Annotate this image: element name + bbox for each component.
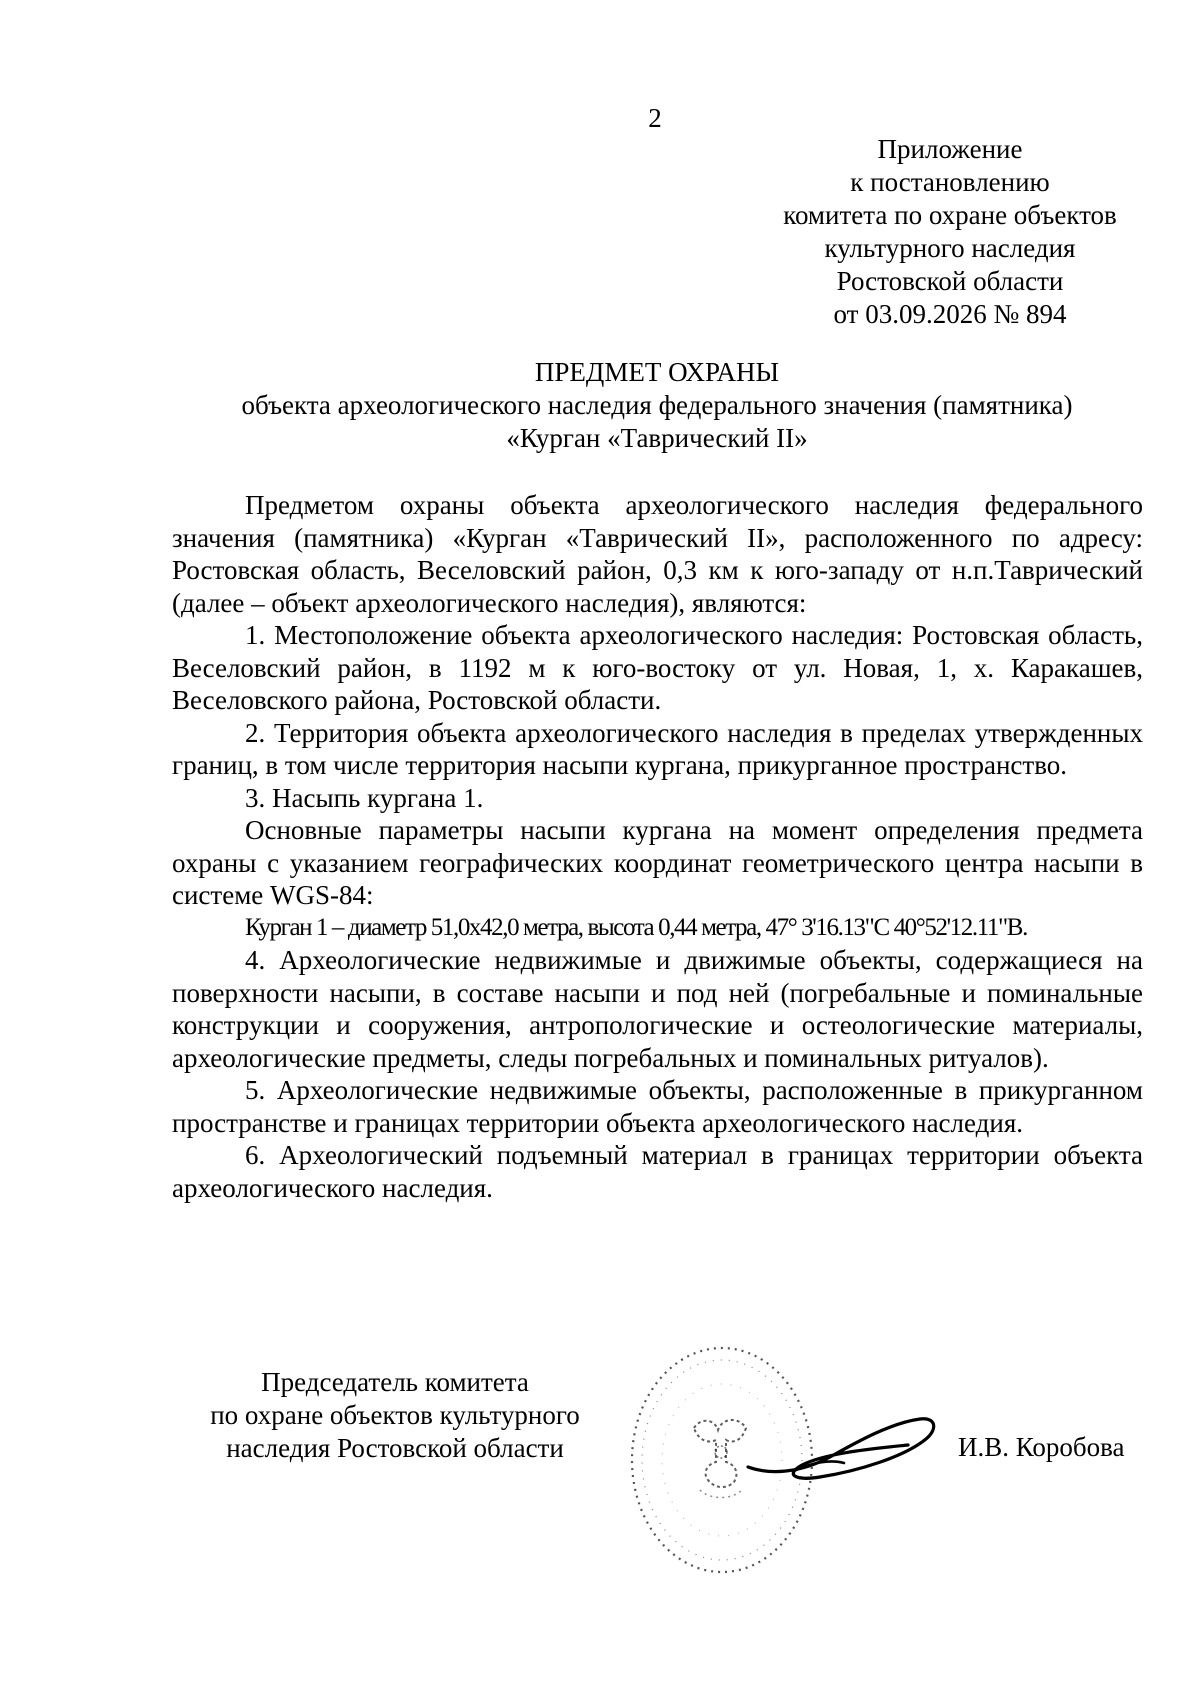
handwritten-signature-icon	[740, 1405, 940, 1495]
signer-position-line: наследия Ростовской области	[226, 1433, 564, 1463]
document-title	[172, 356, 1142, 455]
title-object-name: «Курган «Таврический II»	[506, 423, 808, 453]
body-paragraph: 1. Местоположение объекта археологического наследия: Ростовская область, Веселовский район, в 1192 м к юго-востоку от ул. Новая, 1, х. Каракашев, Веселовского района, Ростовской области.	[172, 620, 1143, 715]
body-paragraph: Основные параметры насыпи кургана на момент определения предмета охраны с указанием географических координат геометрического центра насыпи в системе WGS-84:	[172, 815, 1143, 910]
signer-position-line: Председатель комитета	[261, 1367, 529, 1397]
body-paragraph: 3. Насыпь кургана 1.	[245, 782, 484, 813]
title-heading: ПРЕДМЕТ ОХРАНЫ	[534, 357, 780, 387]
appendix-line: культурного наследия	[824, 233, 1076, 263]
appendix-line: Ростовской области	[836, 266, 1064, 296]
body-paragraph: 2. Территория объекта археологического наследия в пределах утвержденных границ, в том числе территория насыпи кургана, прикурганное пространство.	[172, 717, 1143, 780]
body-paragraph: 4. Археологические недвижимые и движимые объекты, содержащиеся на поверхности насыпи, в составе насыпи и под ней (погребальные и поминальные конструкции и сооружения, антропологические и остеологические материалы, археологические предметы, следы погребальных и поминальных ритуалов).	[172, 945, 1143, 1073]
document-body	[172, 489, 1143, 1204]
signer-name: И.В. Коробова	[958, 1432, 1125, 1462]
title-subheading: объекта археологического наследия федерального значения (памятника)	[241, 390, 1073, 420]
body-paragraph: Предметом охраны объекта археологического наследия федерального значения (памятника) «Курган «Таврический II», расположенного по адресу: Ростовская область, Веселовский район, 0,3 км к юго-западу от н.п.Таврический (далее – объект археологического наследия), являются:	[172, 490, 1143, 618]
appendix-line: комитета по охране объектов	[783, 200, 1117, 230]
signer-position	[160, 1366, 630, 1465]
body-paragraph: 6. Археологический подъемный материал в границах территории объекта археологического наследия.	[172, 1140, 1143, 1203]
kurgan-coordinates: Курган 1 – диаметр 51,0х42,0 метра, высота 0,44 метра, 47° 3'16.13"С 40°52'12.11"В.	[245, 913, 1027, 941]
appendix-line: к постановлению	[850, 167, 1050, 197]
appendix-date-number: от 03.09.2026 № 894	[833, 299, 1067, 329]
page-number: 2	[648, 103, 662, 133]
appendix-line: Приложение	[877, 134, 1023, 164]
appendix-header	[740, 133, 1160, 331]
signer-position-line: по охране объектов культурного	[210, 1400, 580, 1430]
body-paragraph: 5. Археологические недвижимые объекты, расположенные в прикурганном пространстве и границах территории объекта археологического наследия.	[172, 1075, 1143, 1138]
